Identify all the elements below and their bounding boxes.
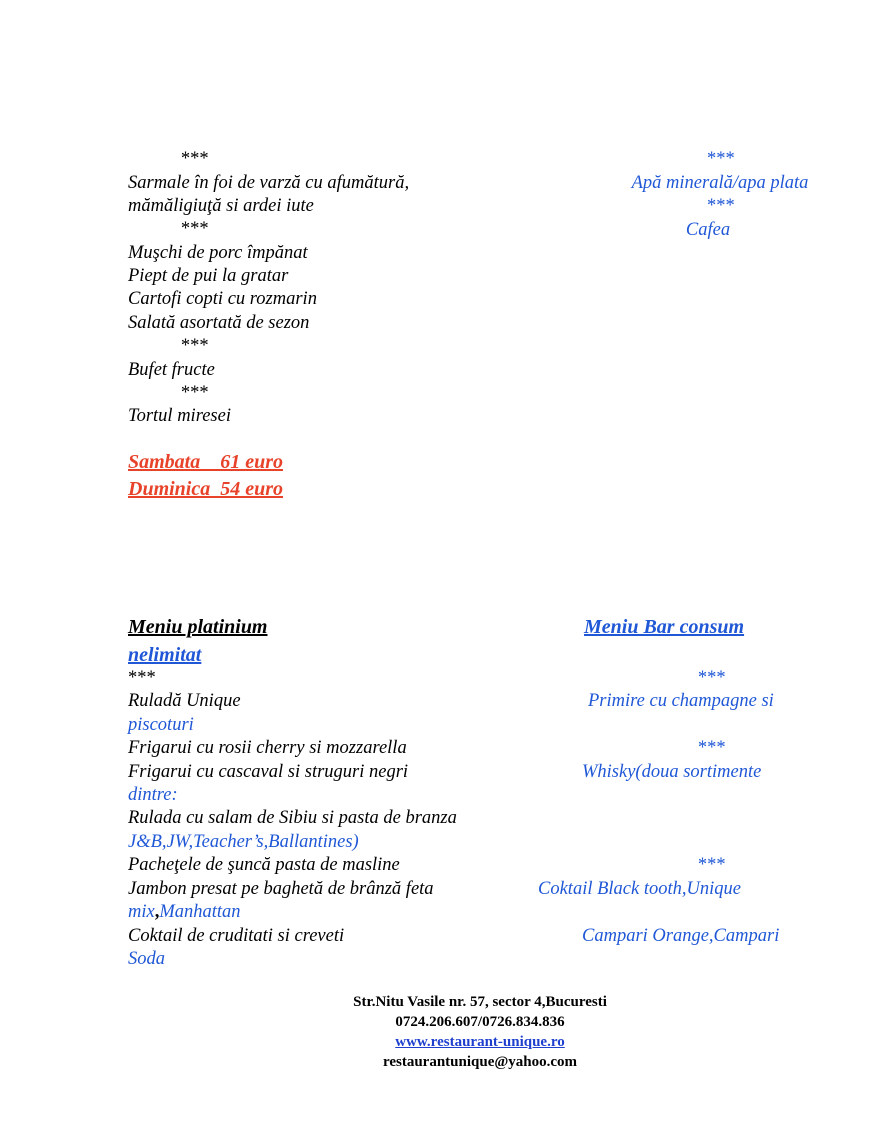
menu-item: Ruladă Unique [128,691,241,711]
menu-item: Coktail de cruditati si creveti [128,926,345,946]
menu-item: Sarmale în foi de varză cu afumătură, [128,173,410,193]
bar-item: Campari Orange,Campari [582,926,780,946]
menu-item: Frigarui cu cascaval si struguri negri [128,762,409,782]
menu-item: Tortul miresei [128,406,231,426]
separator: *** [706,149,734,169]
drink-item: Cafea [685,220,731,240]
bar-heading: Meniu Bar consum [584,616,745,638]
menu-item: Jambon presat pe baghetă de brânză feta [128,879,434,899]
menu-item: Salată asortată de sezon [128,313,310,333]
footer-phones: 0724.206.607/0726.834.836 [395,1014,565,1030]
footer-address: Str.Nitu Vasile nr. 57, sector 4,Bucuresti [353,994,607,1010]
drink-item: Apă minerală/apa plata [631,173,809,193]
footer-website-link[interactable]: www.restaurant-unique.ro [395,1034,565,1050]
separator: *** [180,336,208,356]
comma-text: , [154,902,160,922]
manhattan-text: Manhattan [159,902,241,922]
menu-item: mămăligiuţă si ardei iute [128,196,314,216]
menu-item: Cartofi copti cu rozmarin [128,289,317,309]
bar-item: Primire cu champagne si [588,691,774,711]
separator: *** [697,668,725,688]
separator: *** [180,383,208,403]
separator: *** [128,668,156,688]
platinium-heading: Meniu platinium [128,616,268,638]
price-sunday: Duminica 54 euro [128,478,284,500]
menu-item: Frigarui cu rosii cherry si mozzarella [128,738,407,758]
menu-item: dintre: [128,785,178,805]
bar-item: Whisky(doua sortimente [582,762,762,782]
menu-item: piscoturi [128,715,194,735]
separator: *** [180,219,208,239]
price-saturday: Sambata 61 euro [128,451,284,473]
separator: *** [180,149,208,169]
menu-item: Pacheţele de şuncă pasta de masline [128,855,400,875]
footer-email: restaurantunique@yahoo.com [382,1054,578,1070]
platinium-subheading: nelimitat [128,644,202,666]
bar-item: Coktail Black tooth,Unique [538,879,741,899]
menu-item: Piept de pui la gratar [128,266,289,286]
menu-item: Bufet fructe [128,360,215,380]
menu-item: Muşchi de porc împănat [128,243,308,263]
separator: *** [697,738,725,758]
separator: *** [706,196,734,216]
menu-item: Rulada cu salam de Sibiu si pasta de branza [128,808,457,828]
menu-item: Soda [128,949,165,969]
menu-item: J&B,JW,Teacher’s,Ballantines) [128,832,359,852]
menu-item [128,901,241,923]
mix-text: mix [128,902,155,922]
separator: *** [697,855,725,875]
